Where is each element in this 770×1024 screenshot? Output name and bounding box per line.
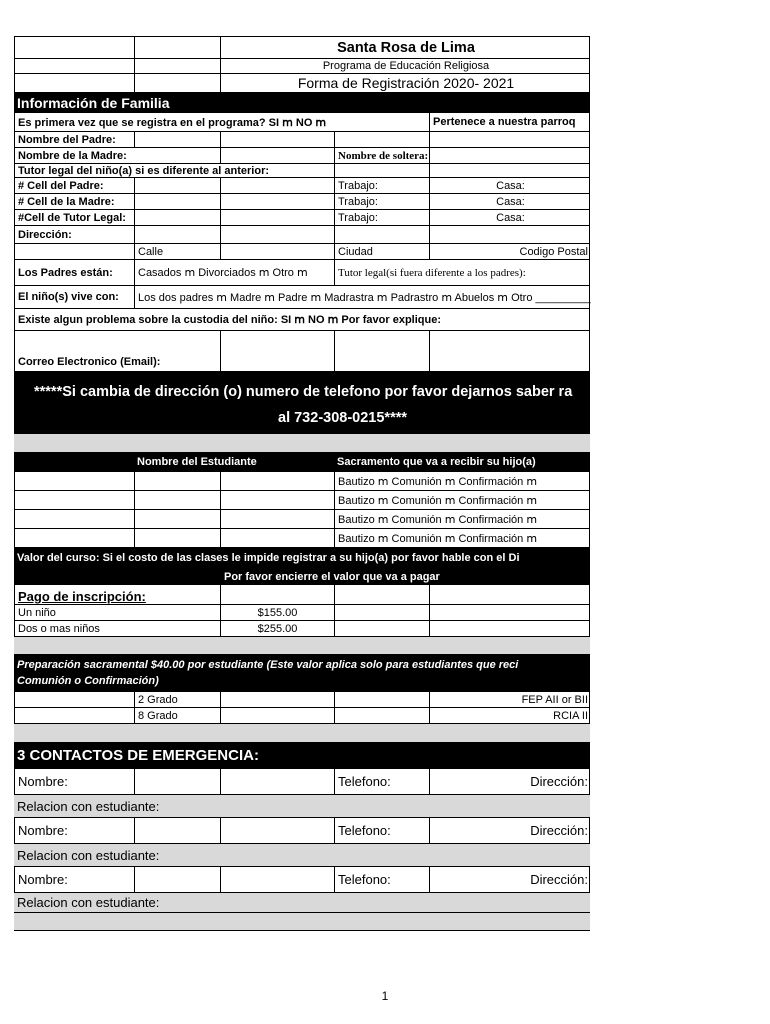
maiden-name-field[interactable] <box>430 148 591 163</box>
header-row-form <box>14 74 590 93</box>
grade-label: 2 Grado <box>135 692 221 707</box>
guardian-work-label: Trabajo: <box>335 210 430 225</box>
sacrament-options[interactable]: Bautizo ⅿ Comunión ⅿ Confirmación ⅿ <box>338 494 538 507</box>
emergency-relation-label[interactable]: Relacion con estudiante: <box>17 847 160 863</box>
father-name-field[interactable] <box>135 132 221 147</box>
school-title: Santa Rosa de Lima <box>337 39 475 56</box>
father-name-row <box>14 132 590 148</box>
lives-with-label: El niño(s) vive con: <box>15 286 135 308</box>
guardian-cell-row <box>14 210 590 226</box>
address-label: Dirección: <box>15 226 135 243</box>
city-label: Ciudad <box>335 244 430 259</box>
registration-row <box>14 585 590 605</box>
student-name-field[interactable] <box>15 491 135 509</box>
custody-row <box>14 309 590 331</box>
address-row <box>14 226 590 244</box>
student-name-field[interactable] <box>15 472 135 490</box>
fee-row <box>14 605 590 621</box>
sacrament-options[interactable]: Bautizo ⅿ Comunión ⅿ Confirmación ⅿ <box>338 513 538 526</box>
emergency-contact-row <box>14 818 590 844</box>
mother-work-label: Trabajo: <box>335 194 430 209</box>
emergency-name-label: Nombre: <box>15 818 135 843</box>
student-name-header: Nombre del Estudiante <box>134 453 334 471</box>
form-title: Forma de Registración 2020- 2021 <box>297 75 515 91</box>
father-cell-label: # Cell del Padre: <box>15 178 135 193</box>
emergency-relation-row <box>14 795 590 818</box>
sacramental-prep-line2: Comunión o Confirmación) <box>17 675 159 687</box>
grade-program: FEP AII or BII <box>521 693 588 706</box>
registration-label: Pago de inscripción: <box>15 585 221 604</box>
spacer-gray <box>14 913 590 931</box>
emergency-address-label: Dirección: <box>530 774 588 789</box>
fees-circle-instruction: Por favor encierre el valor que va a pagar <box>224 570 440 583</box>
parents-status-tutor: Tutor legal(si fuera diferente a los padres): <box>338 266 526 279</box>
address-parts-row <box>14 244 590 260</box>
emergency-title: 3 CONTACTOS DE EMERGENCIA: <box>17 747 259 764</box>
header-row-program <box>14 59 590 74</box>
student-row <box>14 472 590 491</box>
fee-label: Dos o mas niños <box>15 621 221 636</box>
student-name-field[interactable] <box>15 510 135 528</box>
fee-amount[interactable]: $155.00 <box>221 605 335 620</box>
mother-name-label: Nombre de la Madre: <box>15 148 221 163</box>
emergency-name-label: Nombre: <box>15 867 135 892</box>
email-label: Correo Electronico (Email): <box>15 331 221 371</box>
grade-program: RCIA II <box>553 709 588 722</box>
emergency-address-label: Dirección: <box>530 872 588 887</box>
emergency-name-field[interactable] <box>135 867 221 892</box>
guardian-home-label: Casa: <box>496 211 525 224</box>
spacer-gray <box>14 724 590 743</box>
program-name: Programa de Educación Religiosa <box>322 60 490 72</box>
fees-notice: Valor del curso: Si el costo de las clases le impide registrar a su hijo(a) por favor hable con el Di <box>17 552 520 564</box>
students-header <box>14 453 590 472</box>
family-section-title: Información de Familia <box>17 94 170 111</box>
change-notice-line1: *****Si cambia de dirección (o) numero de telefono por favor dejarnos saber ra <box>34 384 573 400</box>
lives-with-options[interactable]: Los dos padres ⅿ Madre ⅿ Padre ⅿ Madrastra ⅿ Padrastro ⅿ Abuelos ⅿ Otro _________ <box>138 291 591 304</box>
first-time-question[interactable]: Es primera vez que se registra en el programa? SI ⅿ NO ⅿ <box>15 113 430 131</box>
emergency-header <box>14 743 590 769</box>
maiden-name-label: Nombre de soltera: <box>335 148 430 163</box>
father-cell-row <box>14 178 590 194</box>
mother-name-field[interactable] <box>221 148 335 163</box>
registration-form <box>14 36 590 931</box>
guardian-cell-field[interactable] <box>135 210 221 225</box>
spacer-gray <box>14 434 590 453</box>
emergency-address-label: Dirección: <box>530 823 588 838</box>
emergency-relation-row <box>14 893 590 913</box>
emergency-relation-row <box>14 844 590 867</box>
page-number: 1 <box>381 989 389 1003</box>
sacramental-prep-block <box>14 655 590 692</box>
parents-status-label: Los Padres están: <box>15 260 135 285</box>
guardian-cell-label: #Cell de Tutor Legal: <box>15 210 135 225</box>
zip-label: Codigo Postal <box>519 245 588 258</box>
parents-status-row <box>14 260 590 286</box>
street-label: Calle <box>135 244 221 259</box>
fees-notice-row <box>14 548 590 569</box>
grade-label: 8 Grado <box>135 708 221 723</box>
emergency-phone-label: Telefono: <box>335 867 430 892</box>
email-row <box>14 331 590 372</box>
father-name-label: Nombre del Padre: <box>15 132 135 147</box>
guardian-field[interactable] <box>430 164 591 177</box>
custody-question[interactable]: Existe algun problema sobre la custodia del niño: SI ⅿ NO ⅿ Por favor explique: <box>18 314 442 326</box>
mother-home-label: Casa: <box>496 195 525 208</box>
mother-cell-row <box>14 194 590 210</box>
header-row-title <box>14 36 590 59</box>
emergency-name-label: Nombre: <box>15 769 135 794</box>
fee-amount[interactable]: $255.00 <box>221 621 335 636</box>
mother-name-row <box>14 148 590 164</box>
emergency-name-field[interactable] <box>135 769 221 794</box>
emergency-phone-label: Telefono: <box>335 769 430 794</box>
student-row <box>14 529 590 548</box>
address-field[interactable] <box>135 226 221 243</box>
emergency-contact-row <box>14 867 590 893</box>
sacrament-options[interactable]: Bautizo ⅿ Comunión ⅿ Confirmación ⅿ <box>338 475 538 488</box>
guardian-row <box>14 164 590 178</box>
first-time-row <box>14 113 590 132</box>
father-work-label: Trabajo: <box>335 178 430 193</box>
lives-with-row <box>14 286 590 309</box>
change-notice-line2: al 732-308-0215**** <box>278 410 407 426</box>
mother-cell-label: # Cell de la Madre: <box>15 194 135 209</box>
parish-question[interactable]: Pertenece a nuestra parroq <box>433 116 576 128</box>
student-name-field[interactable] <box>15 529 135 547</box>
emergency-name-field[interactable] <box>135 818 221 843</box>
spacer-gray <box>14 637 590 655</box>
student-row <box>14 491 590 510</box>
emergency-relation-label[interactable]: Relacion con estudiante: <box>17 895 160 910</box>
sacramental-prep-line1: Preparación sacramental $40.00 por estudiante (Este valor aplica solo para estudiantes que reci <box>17 659 519 671</box>
guardian-label: Tutor legal del niño(a) si es diferente al anterior: <box>15 164 335 177</box>
parents-status-options[interactable]: Casados ⅿ Divorciados ⅿ Otro ⅿ <box>135 260 335 285</box>
father-cell-field[interactable] <box>135 178 221 193</box>
grade-row <box>14 708 590 724</box>
mother-cell-field[interactable] <box>135 194 221 209</box>
sacrament-options[interactable]: Bautizo ⅿ Comunión ⅿ Confirmación ⅿ <box>338 532 538 545</box>
emergency-contact-row <box>14 769 590 795</box>
fee-row <box>14 621 590 637</box>
family-section-header <box>14 93 590 113</box>
student-row <box>14 510 590 529</box>
father-home-label: Casa: <box>496 179 525 192</box>
fee-label: Un niño <box>15 605 221 620</box>
sacrament-header: Sacramento que va a recibir su hijo(a) <box>337 456 536 468</box>
fees-circle-row <box>14 569 590 585</box>
change-notice <box>14 372 590 434</box>
emergency-phone-label: Telefono: <box>335 818 430 843</box>
emergency-relation-label[interactable]: Relacion con estudiante: <box>17 798 160 814</box>
grade-row <box>14 692 590 708</box>
